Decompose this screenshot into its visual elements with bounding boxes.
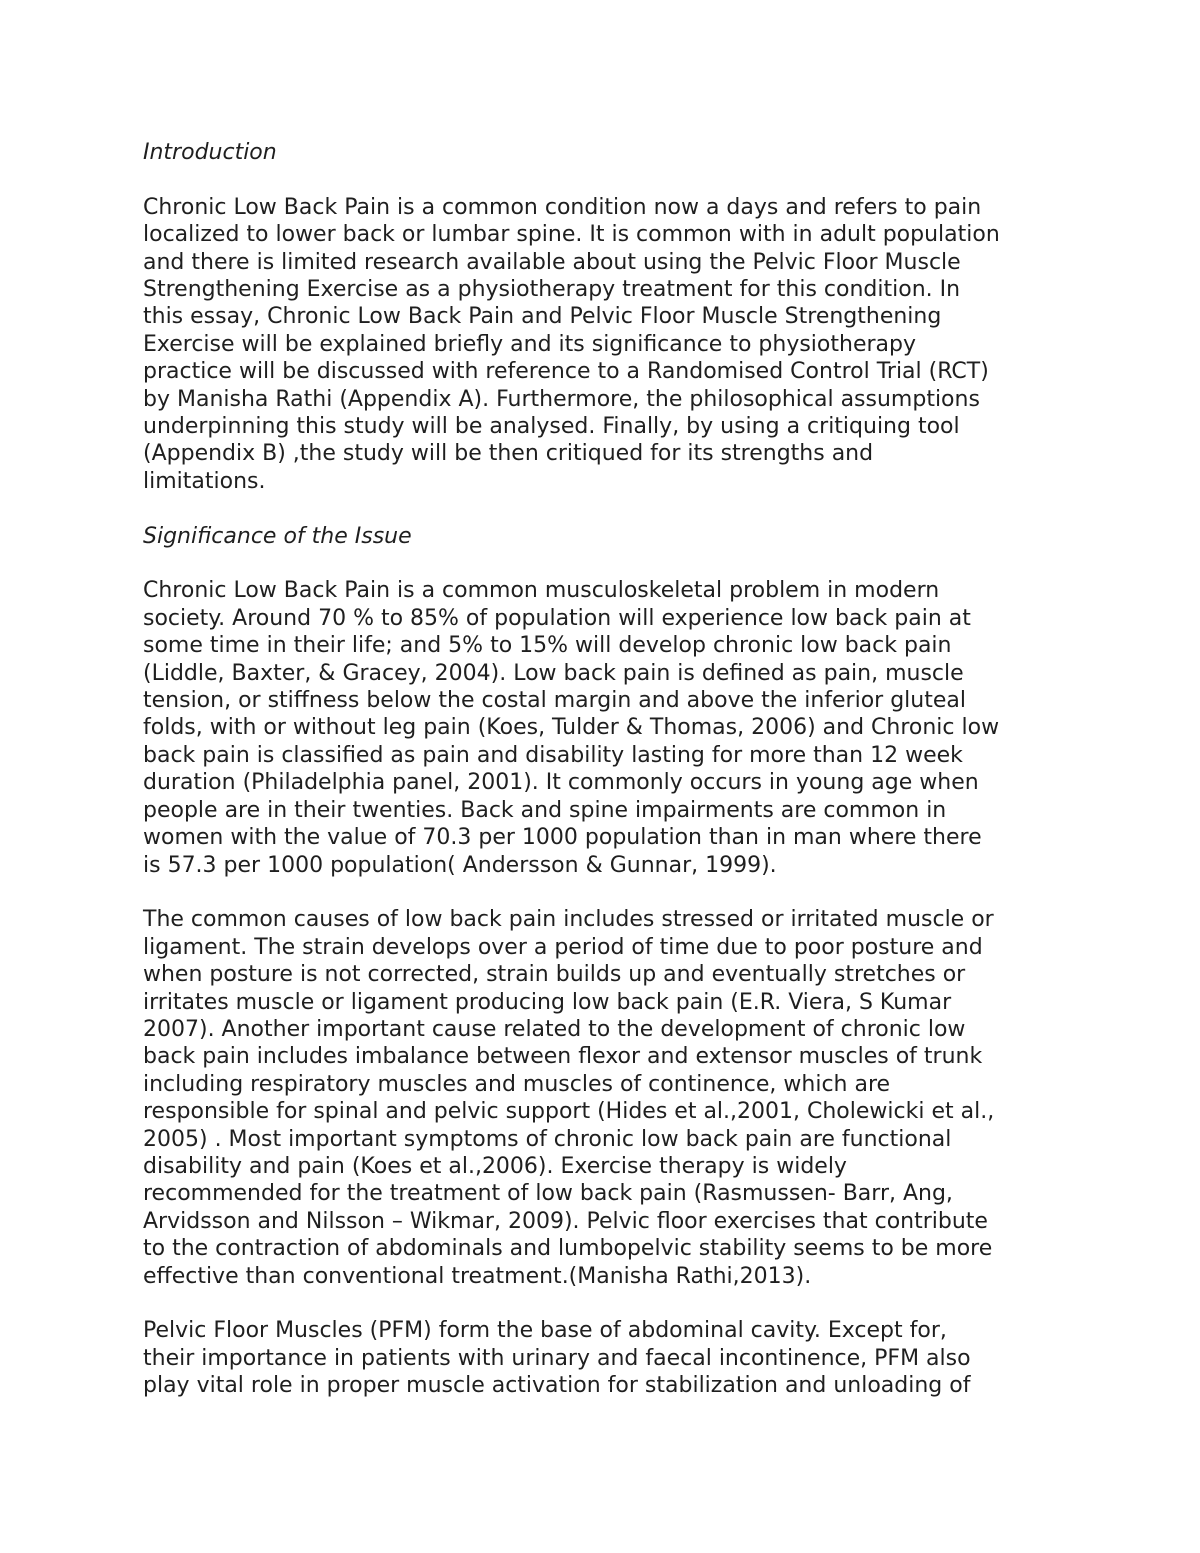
text-line: (Appendix B) ,the study will be then critiqued for its strengths and: [143, 441, 874, 467]
text-line: Pelvic Floor Muscles (PFM) form the base of abdominal cavity. Except for,: [143, 1318, 947, 1344]
text-line: some time in their life; and 5% to 15% will develop chronic low back pain: [143, 633, 952, 659]
text-line: people are in their twenties. Back and spine impairments are common in: [143, 797, 947, 823]
text-line: irritates muscle or ligament producing low back pain (E.R. Viera, S Kumar: [143, 989, 952, 1015]
text-line: underpinning this study will be analysed. Finally, by using a critiquing tool: [143, 414, 960, 440]
section-significance: [143, 523, 1078, 1400]
text-line: women with the value of 70.3 per 1000 population than in man where there: [143, 825, 982, 851]
document-page: [143, 139, 1078, 1427]
text-line: limitations.: [143, 468, 266, 494]
text-line: back pain is classified as pain and disability lasting for more than 12 week: [143, 742, 963, 768]
text-line: effective than conventional treatment.(Manisha Rathi,2013).: [143, 1263, 812, 1289]
text-line: tension, or stiffness below the costal margin and above the inferior gluteal: [143, 688, 966, 714]
text-line: 2005) . Most important symptoms of chronic low back pain are functional: [143, 1126, 952, 1152]
text-line: is 57.3 per 1000 population( Andersson & Gunnar, 1999).: [143, 852, 777, 878]
text-line: The common causes of low back pain includes stressed or irritated muscle or: [143, 907, 994, 933]
text-line: disability and pain (Koes et al.,2006). Exercise therapy is widely: [143, 1153, 847, 1179]
text-line: society. Around 70 % to 85% of population will experience low back pain at: [143, 605, 971, 631]
text-line: responsible for spinal and pelvic support (Hides et al.,2001, Cholewicki et al.,: [143, 1099, 995, 1125]
text-line: Chronic Low Back Pain is a common musculoskeletal problem in modern: [143, 578, 940, 604]
text-line: Chronic Low Back Pain is a common condition now a days and refers to pain: [143, 194, 982, 220]
text-line: ligament. The strain develops over a period of time due to poor posture and: [143, 934, 983, 960]
text-line: by Manisha Rathi (Appendix A). Furthermore, the philosophical assumptions: [143, 386, 980, 412]
text-line: this essay, Chronic Low Back Pain and Pelvic Floor Muscle Strengthening: [143, 304, 942, 330]
text-line: back pain includes imbalance between flexor and extensor muscles of trunk: [143, 1044, 983, 1070]
text-line: recommended for the treatment of low back pain (Rasmussen- Barr, Ang,: [143, 1181, 953, 1207]
text-line: play vital role in proper muscle activation for stabilization and unloading of: [143, 1373, 971, 1399]
text-line: Arvidsson and Nilsson – Wikmar, 2009). Pelvic floor exercises that contribute: [143, 1208, 988, 1234]
text-line: (Liddle, Baxter, & Gracey, 2004). Low back pain is defined as pain, muscle: [143, 660, 964, 686]
text-line: 2007). Another important cause related to the development of chronic low: [143, 1016, 966, 1042]
text-line: when posture is not corrected, strain builds up and eventually stretches or: [143, 962, 966, 988]
text-line: their importance in patients with urinary and faecal incontinence, PFM also: [143, 1345, 971, 1371]
paragraph: [143, 906, 1078, 1290]
paragraph: [143, 1317, 1078, 1399]
text-line: localized to lower back or lumbar spine. It is common with in adult population: [143, 222, 1000, 248]
text-line: Exercise will be explained briefly and its significance to physiotherapy: [143, 331, 916, 357]
paragraph: [143, 577, 1078, 878]
paragraph: [143, 194, 1078, 495]
text-line: including respiratory muscles and muscles of continence, which are: [143, 1071, 891, 1097]
text-line: duration (Philadelphia panel, 2001). It commonly occurs in young age when: [143, 770, 979, 796]
text-line: and there is limited research available about using the Pelvic Floor Muscle: [143, 249, 961, 275]
section-introduction: [143, 139, 1078, 495]
text-line: Strengthening Exercise as a physiotherapy treatment for this condition. In: [143, 277, 961, 303]
section-heading: Significance of the Issue: [143, 523, 412, 549]
section-heading: Introduction: [143, 140, 277, 165]
text-line: folds, with or without leg pain (Koes, Tulder & Thomas, 2006) and Chronic low: [143, 715, 1000, 741]
text-line: practice will be discussed with reference to a Randomised Control Trial (RCT): [143, 359, 989, 385]
text-line: to the contraction of abdominals and lumbopelvic stability seems to be more: [143, 1236, 993, 1262]
